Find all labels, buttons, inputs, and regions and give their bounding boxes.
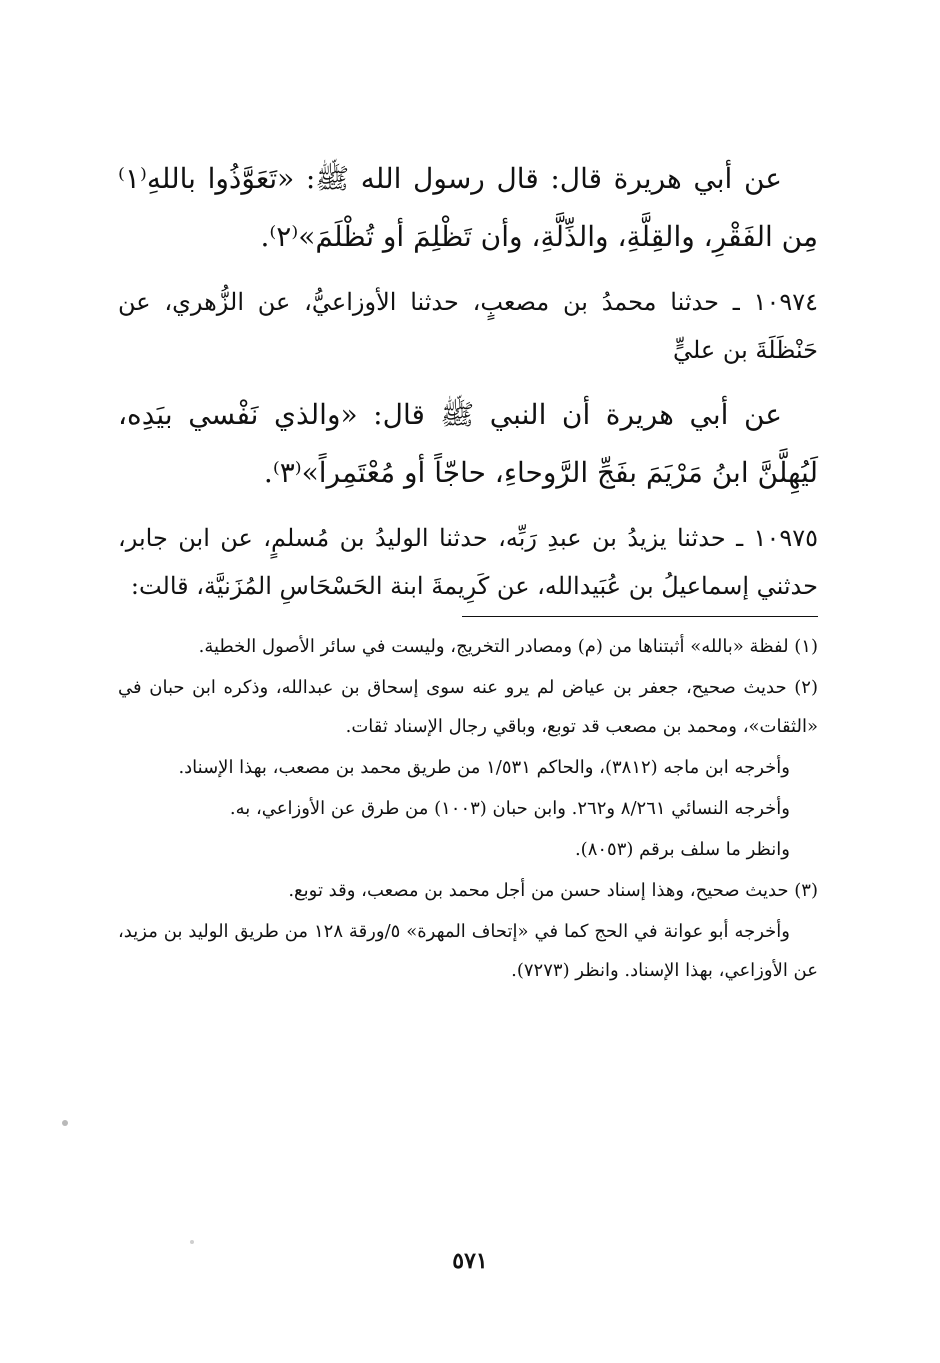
hadith-text-2: عن أبي هريرة أن النبي ﷺ قال: «والذي نَفْسي بيَدِه، لَيُهِلَّنَّ ابنُ مَرْيَمَ بفَجِّ الرَّوحاءِ، حاجّاً أو مُعْتَمِراً»⁽٣⁾. — [118, 398, 818, 489]
footnote-1: (١) لفظة «بالله» أثبتناها من (م) ومصادر التخريج، وليست في سائر الأصول الخطية. — [198, 636, 818, 657]
hadith-text-1: عن أبي هريرة قال: قال رسول الله ﷺ: «تَعَوَّذُوا باللهِ⁽١⁾ مِن الفَقْرِ، والقِلَّةِ، والذِّلَّةِ، وأن تَظْلِمَ أو تُظْلَمَ»⁽٢⁾. — [118, 162, 818, 253]
footnote-3: (٣) حديث صحيح، وهذا إسناد حسن من أجل محمد بن مصعب، وقد توبع. — [288, 880, 818, 901]
footnote-3-takhrij: وأخرجه أبو عوانة في الحج كما في «إتحاف المهرة» ٥/ورقة ١٢٨ من طريق الوليد بن مزيد، عن الأوزاعي، بهذا الإسناد. وانظر (٧٢٧٣). — [118, 921, 818, 981]
isnad-10975: ١٠٩٧٥ ـ حدثنا يزيدُ بن عبدِ رَبِّه، حدثنا الوليدُ بن مُسلمٍ، عن ابن جابر، حدثني إسماعيلُ بن عُبَيدالله، عن كَرِيمةَ ابنة الحَسْحَاسِ المُزَنيَّة، قالت: — [118, 524, 818, 600]
footnote-2: (٢) حديث صحيح، جعفر بن عياض لم يرو عنه سوى إسحاق بن عبدالله، وذكره ابن حبان في «الثقات»، ومحمد بن مصعب قد توبع، وباقي رجال الإسناد ثقات. — [118, 677, 818, 737]
scan-speck — [62, 1120, 68, 1126]
footnote-separator — [462, 616, 818, 617]
footnote-2-takhrij-2: وأخرجه النسائي ٨/٢٦١ و٢٦٢. وابن حبان (١٠٠٣) من طرق عن الأوزاعي، به. — [229, 798, 790, 819]
text-column — [118, 150, 818, 992]
scan-speck-small — [190, 1240, 194, 1244]
isnad-10974: ١٠٩٧٤ ـ حدثنا محمدُ بن مصعبٍ، حدثنا الأوزاعيُّ، عن الزُّهري، عن حَنْظَلَةَ بن عليٍّ — [118, 288, 818, 364]
footnote-2-see-also: وانظر ما سلف برقم (٨٠٥٣). — [574, 839, 790, 860]
page-number: ٥٧١ — [452, 1248, 488, 1274]
footnote-2-takhrij-1: وأخرجه ابن ماجه (٣٨١٢)، والحاكم ١/٥٣١ من طريق محمد بن مصعب، بهذا الإسناد. — [178, 757, 790, 778]
